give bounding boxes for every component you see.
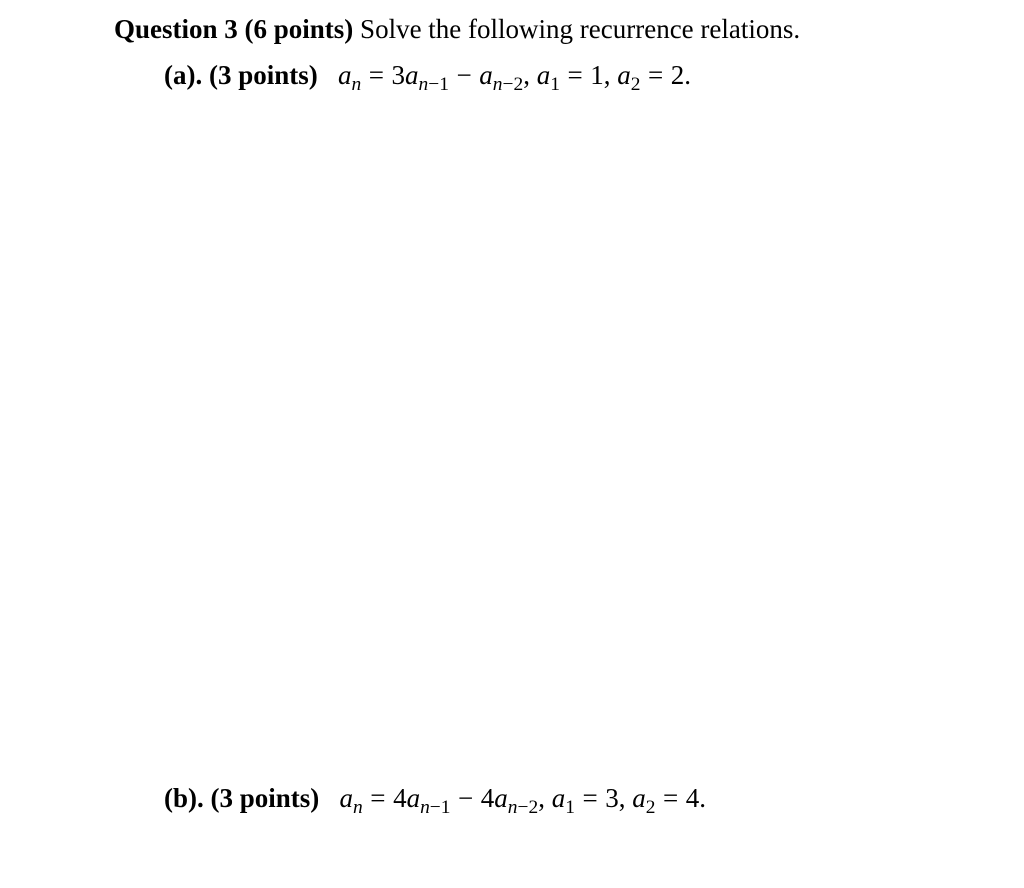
part-b-a1: 3 <box>605 783 619 813</box>
part-b <box>164 785 706 818</box>
part-b-points: (3 points) <box>210 783 320 813</box>
question-header <box>114 16 800 43</box>
part-b-coef1: 4 <box>393 783 407 813</box>
part-b-equation: $a_n = 4a_{n-1} - 4a_{n-2}$, $a_1 = 3$, $a_2 = 4$. <box>339 783 707 819</box>
part-a-label: (a). <box>164 60 203 90</box>
part-a-coef1: 3 <box>391 60 406 90</box>
part-a-equation: $a_n = 3a_{n-1} - a_{n-2}$, $a_1 = 1$, $a_2 = 2$. <box>338 60 692 96</box>
part-a <box>164 62 691 95</box>
part-b-a2: 4 <box>685 783 700 813</box>
question-instruction: Solve the following recurrence relations. <box>360 14 801 44</box>
part-a-a2: 2 <box>670 60 685 90</box>
part-b-label: (b). <box>164 783 204 813</box>
question-heading: Question 3 (6 points) <box>114 14 354 44</box>
part-b-coef2: 4 <box>480 783 495 813</box>
part-a-a1: 1 <box>590 60 604 90</box>
part-a-points: (3 points) <box>208 60 318 90</box>
